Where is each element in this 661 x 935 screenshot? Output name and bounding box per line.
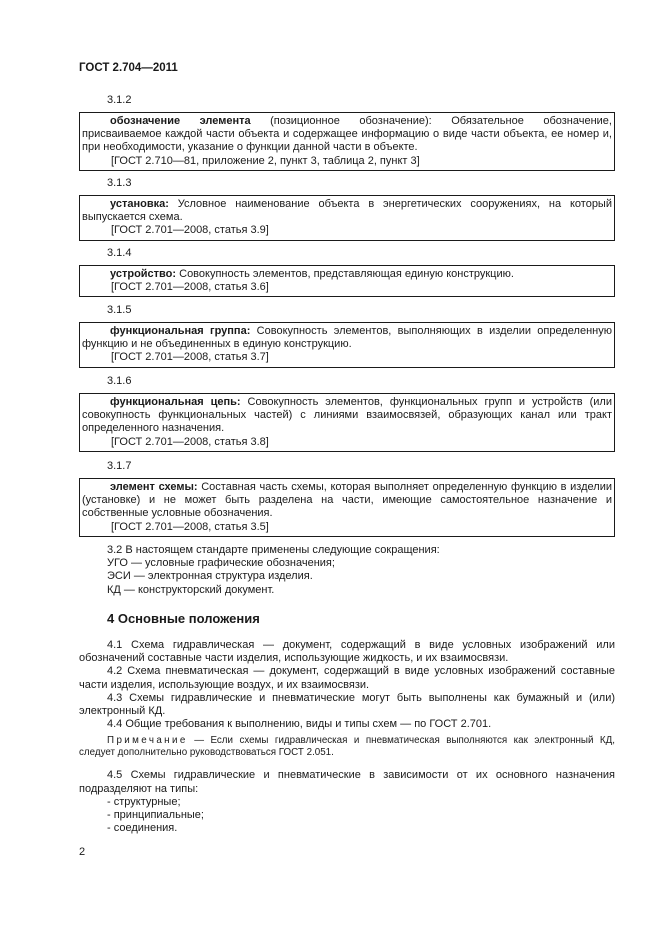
abbreviations-intro: 3.2 В настоящем стандарте применены следующие сокращения:	[107, 544, 440, 556]
paragraph-4-1: 4.1 Схема гидравлическая — документ, содержащий в виде условных изображений или обозначений составные части изделия, использующие жидкость, и их взаимосвязи.	[79, 639, 615, 665]
paragraph-4-4: 4.4 Общие требования к выполнению, виды и типы схем — по ГОСТ 2.701.	[107, 718, 492, 731]
document-header: ГОСТ 2.704—2011	[79, 62, 178, 74]
reference: [ГОСТ 2.701—2008, статья 3.9]	[111, 224, 269, 237]
definition-3-1-7	[79, 460, 615, 537]
definition-box	[79, 478, 615, 537]
term: обозначение элемента	[110, 115, 251, 127]
term: устройство:	[110, 268, 177, 280]
abbreviation-item: УГО — условные графические обозначения;	[107, 557, 335, 570]
term: функциональная группа:	[110, 325, 251, 337]
clause-number: 3.1.7	[107, 460, 132, 472]
note-label: Примечание	[107, 735, 188, 747]
definition-3-1-4	[79, 247, 615, 297]
page-number: 2	[79, 846, 86, 858]
abbreviations	[79, 544, 615, 597]
definition-text: Составная часть схемы, которая выполняет определенную функцию в изделии (установке) и не может быть разделена на части, имеющие самостоятельное назначение и собственные условные обозначения.	[82, 481, 612, 520]
paragraph-4-5: 4.5 Схемы гидравлические и пневматические в зависимости от их основного назначения подразделяют на типы:	[79, 769, 615, 795]
reference: [ГОСТ 2.701—2008, статья 3.8]	[111, 435, 269, 448]
note	[79, 735, 615, 759]
reference: [ГОСТ 2.701—2008, статья 3.6]	[111, 281, 269, 294]
type-item: - структурные;	[107, 795, 181, 808]
reference: [ГОСТ 2.701—2008, статья 3.7]	[111, 351, 269, 364]
definition-text: Совокупность элементов, выполняющих в изделии определенную функцию и не объединенных в единую конструкцию.	[82, 325, 612, 351]
paragraph-4-3: 4.3 Схемы гидравлические и пневматические могут быть выполнены как бумажный и (или) электронный КД.	[79, 691, 615, 718]
clause-number: 3.1.2	[107, 94, 132, 106]
definition-3-1-5	[79, 304, 615, 368]
type-item: - соединения.	[107, 822, 178, 835]
definition-box	[79, 393, 615, 452]
term: установка:	[110, 198, 169, 210]
paragraph-4-2: 4.2 Схема пневматическая — документ, содержащий в виде условных изображений составные части изделия, использующие воздух, и их взаимосвязи.	[79, 665, 615, 691]
clause-number: 3.1.3	[107, 177, 132, 189]
definition-text: (позиционное обозначение): Обязательное обозначение, присваиваемое каждой части объекта и содержащее информацию о виде части объекта, ее номер и, при необходимости, указание о функции данной части в объекте.	[82, 115, 612, 154]
term: элемент схемы:	[110, 481, 198, 493]
definition-3-1-6	[79, 375, 615, 452]
definition-box	[79, 322, 615, 368]
clause-number: 3.1.4	[107, 247, 132, 259]
abbreviation-item: КД — конструкторский документ.	[107, 583, 275, 596]
definition-3-1-2	[79, 94, 615, 171]
definition-box	[79, 112, 615, 171]
definition-box	[79, 265, 615, 297]
reference: [ГОСТ 2.710—81, приложение 2, пункт 3, таблица 2, пункт 3]	[111, 154, 420, 167]
definition-text: Совокупность элементов, представляющая единую конструкцию.	[176, 268, 514, 280]
reference: [ГОСТ 2.701—2008, статья 3.5]	[111, 520, 269, 533]
definition-text: Условное наименование объекта в энергетических сооружениях, на который выпускается схема.	[82, 198, 612, 224]
definition-text: Совокупность элементов, функциональных групп и устройств (или совокупность функциональных частей) с линиями взаимосвязей, образующих канал или тракт определенного назначения.	[82, 396, 612, 435]
term: функциональная цепь:	[110, 396, 241, 408]
clause-number: 3.1.6	[107, 375, 132, 387]
clause-number: 3.1.5	[107, 304, 132, 316]
type-item: - принципиальные;	[107, 809, 204, 822]
note-text: — Если схемы гидравлическая и пневматическая выполняются как электронный КД, следует дополнительно руководствоваться ГОСТ 2.051.	[79, 735, 615, 759]
definition-3-1-3	[79, 177, 615, 241]
section-heading: 4 Основные положения	[107, 611, 260, 626]
section-4-body	[79, 639, 615, 835]
abbreviation-item: ЭСИ — электронная структура изделия.	[107, 570, 313, 583]
definition-box	[79, 195, 615, 241]
